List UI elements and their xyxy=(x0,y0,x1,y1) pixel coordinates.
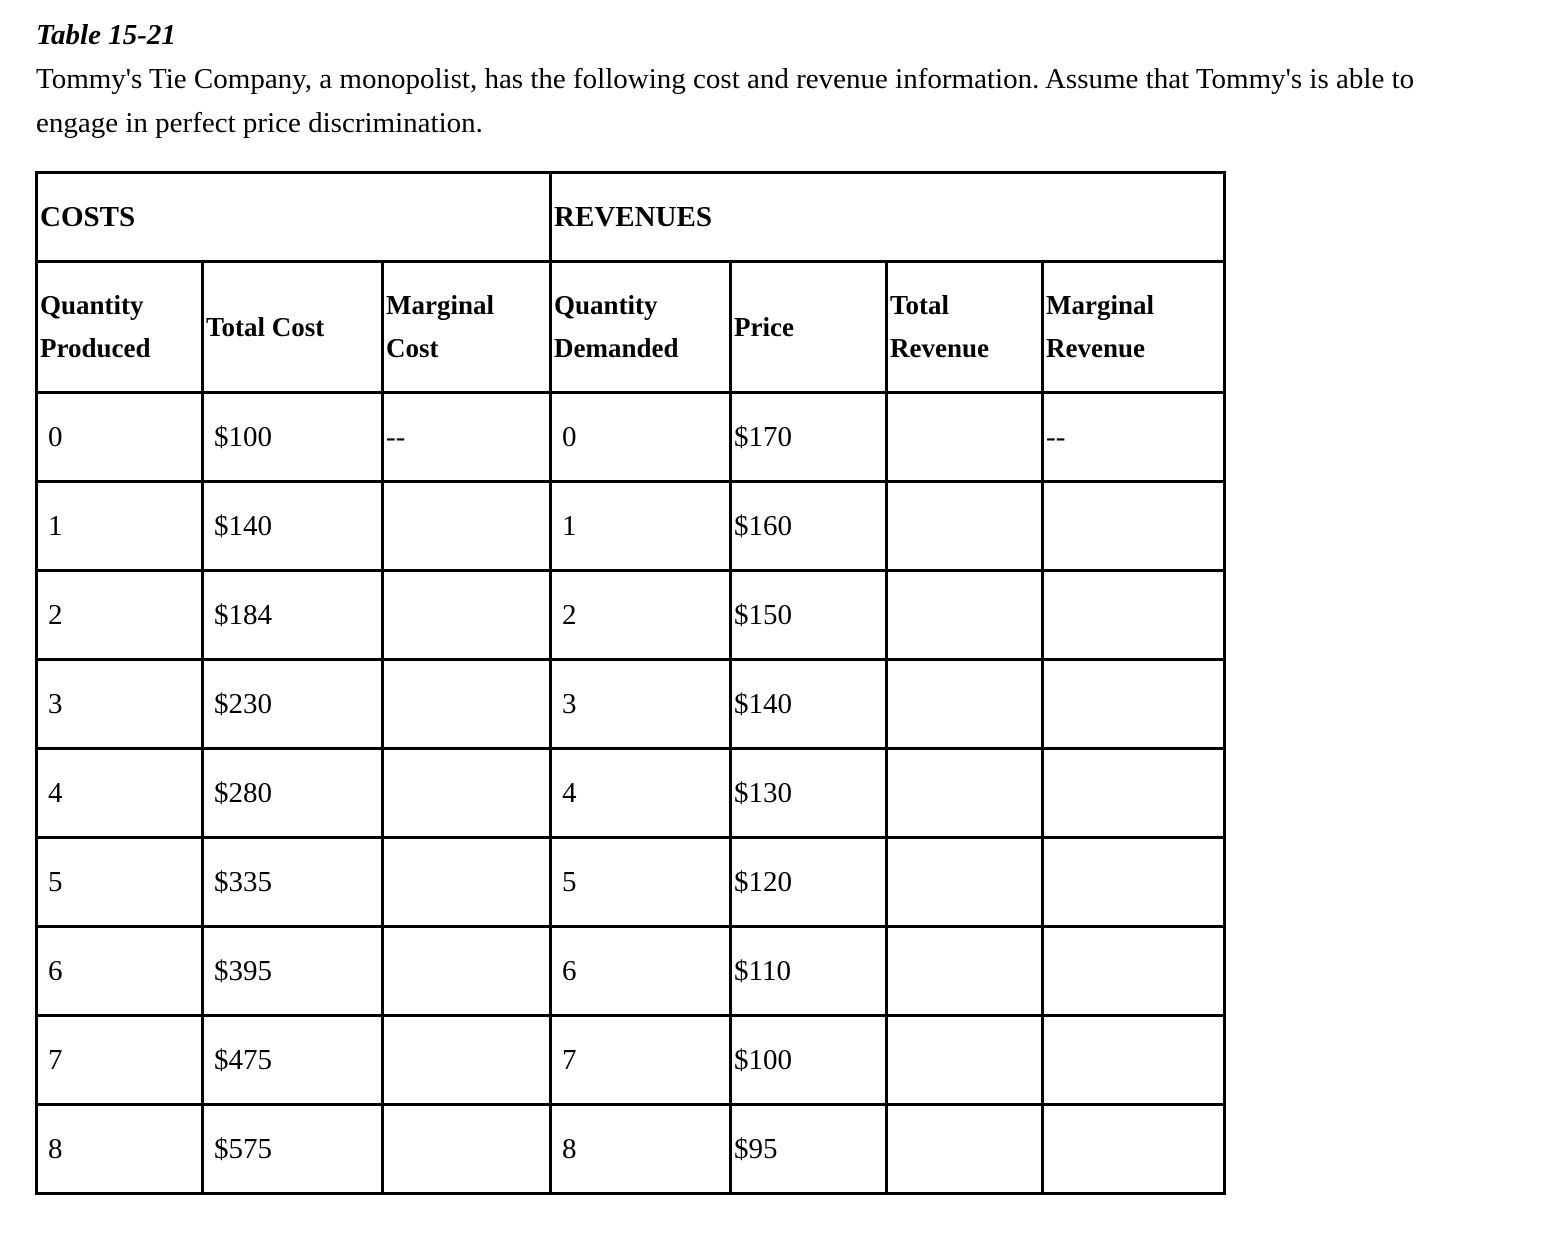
cell-marginal-cost xyxy=(383,482,551,571)
cell-quantity-demanded: 5 xyxy=(551,838,731,927)
cell-marginal-cost xyxy=(383,749,551,838)
header-quantity-demanded: Quantity Demanded xyxy=(551,262,731,393)
cell-marginal-cost: -- xyxy=(383,393,551,482)
cell-total-revenue xyxy=(887,1016,1043,1105)
table-row xyxy=(37,749,1225,838)
cell-price: $130 xyxy=(731,749,887,838)
cell-quantity-produced: 4 xyxy=(37,749,203,838)
cell-total-revenue xyxy=(887,660,1043,749)
column-header-row xyxy=(37,262,1225,393)
cell-marginal-revenue xyxy=(1043,660,1225,749)
cell-price: $160 xyxy=(731,482,887,571)
cell-marginal-cost xyxy=(383,660,551,749)
cell-total-cost: $100 xyxy=(203,393,383,482)
table-row xyxy=(37,393,1225,482)
header-price: Price xyxy=(731,262,887,393)
cell-total-revenue xyxy=(887,749,1043,838)
cell-price: $170 xyxy=(731,393,887,482)
table-row xyxy=(37,927,1225,1016)
cell-marginal-revenue xyxy=(1043,482,1225,571)
cell-total-cost: $140 xyxy=(203,482,383,571)
cell-quantity-produced: 8 xyxy=(37,1105,203,1194)
header-total-revenue: Total Revenue xyxy=(887,262,1043,393)
cell-quantity-demanded: 4 xyxy=(551,749,731,838)
table-row xyxy=(37,838,1225,927)
cell-marginal-cost xyxy=(383,1016,551,1105)
cell-price: $120 xyxy=(731,838,887,927)
cell-marginal-revenue xyxy=(1043,927,1225,1016)
cell-quantity-produced: 6 xyxy=(37,927,203,1016)
cell-quantity-demanded: 8 xyxy=(551,1105,731,1194)
intro-paragraph: Tommy's Tie Company, a monopolist, has the following cost and revenue information. Assume that Tommy's is able to engage in perfect price discrimination. xyxy=(36,63,1415,139)
cell-marginal-revenue: -- xyxy=(1043,393,1225,482)
cell-quantity-produced: 0 xyxy=(37,393,203,482)
cell-total-revenue xyxy=(887,482,1043,571)
cell-quantity-produced: 1 xyxy=(37,482,203,571)
cell-total-revenue xyxy=(887,838,1043,927)
table-row xyxy=(37,1105,1225,1194)
cell-price: $100 xyxy=(731,1016,887,1105)
cell-marginal-cost xyxy=(383,927,551,1016)
cell-marginal-revenue xyxy=(1043,838,1225,927)
cell-total-cost: $335 xyxy=(203,838,383,927)
cell-quantity-demanded: 7 xyxy=(551,1016,731,1105)
group-header-row xyxy=(37,173,1225,262)
revenues-group-header: REVENUES xyxy=(551,173,1225,262)
cell-total-revenue xyxy=(887,1105,1043,1194)
table-row xyxy=(37,571,1225,660)
cost-revenue-table xyxy=(35,171,1226,1195)
header-marginal-revenue: Marginal Revenue xyxy=(1043,262,1225,393)
cell-marginal-revenue xyxy=(1043,1016,1225,1105)
table-row xyxy=(37,660,1225,749)
cell-quantity-produced: 3 xyxy=(37,660,203,749)
table-row xyxy=(37,482,1225,571)
table-label: Table 15-21 xyxy=(36,19,176,51)
cell-marginal-cost xyxy=(383,571,551,660)
cell-total-cost: $395 xyxy=(203,927,383,1016)
table-row xyxy=(37,1016,1225,1105)
cell-total-revenue xyxy=(887,393,1043,482)
cell-marginal-revenue xyxy=(1043,749,1225,838)
cell-total-cost: $475 xyxy=(203,1016,383,1105)
costs-group-header: COSTS xyxy=(37,173,551,262)
cell-quantity-produced: 2 xyxy=(37,571,203,660)
header-total-cost: Total Cost xyxy=(203,262,383,393)
cell-quantity-demanded: 0 xyxy=(551,393,731,482)
cell-marginal-revenue xyxy=(1043,571,1225,660)
cell-total-cost: $184 xyxy=(203,571,383,660)
cell-total-cost: $575 xyxy=(203,1105,383,1194)
cell-quantity-produced: 5 xyxy=(37,838,203,927)
cell-price: $140 xyxy=(731,660,887,749)
cell-quantity-demanded: 3 xyxy=(551,660,731,749)
cell-price: $150 xyxy=(731,571,887,660)
cell-total-revenue xyxy=(887,927,1043,1016)
header-quantity-produced: Quantity Produced xyxy=(37,262,203,393)
cell-marginal-revenue xyxy=(1043,1105,1225,1194)
cell-total-revenue xyxy=(887,571,1043,660)
cell-quantity-demanded: 1 xyxy=(551,482,731,571)
cell-price: $110 xyxy=(731,927,887,1016)
cell-price: $95 xyxy=(731,1105,887,1194)
header-marginal-cost: Marginal Cost xyxy=(383,262,551,393)
cell-total-cost: $280 xyxy=(203,749,383,838)
cell-marginal-cost xyxy=(383,838,551,927)
cell-total-cost: $230 xyxy=(203,660,383,749)
cell-quantity-produced: 7 xyxy=(37,1016,203,1105)
cell-quantity-demanded: 6 xyxy=(551,927,731,1016)
cell-marginal-cost xyxy=(383,1105,551,1194)
cell-quantity-demanded: 2 xyxy=(551,571,731,660)
